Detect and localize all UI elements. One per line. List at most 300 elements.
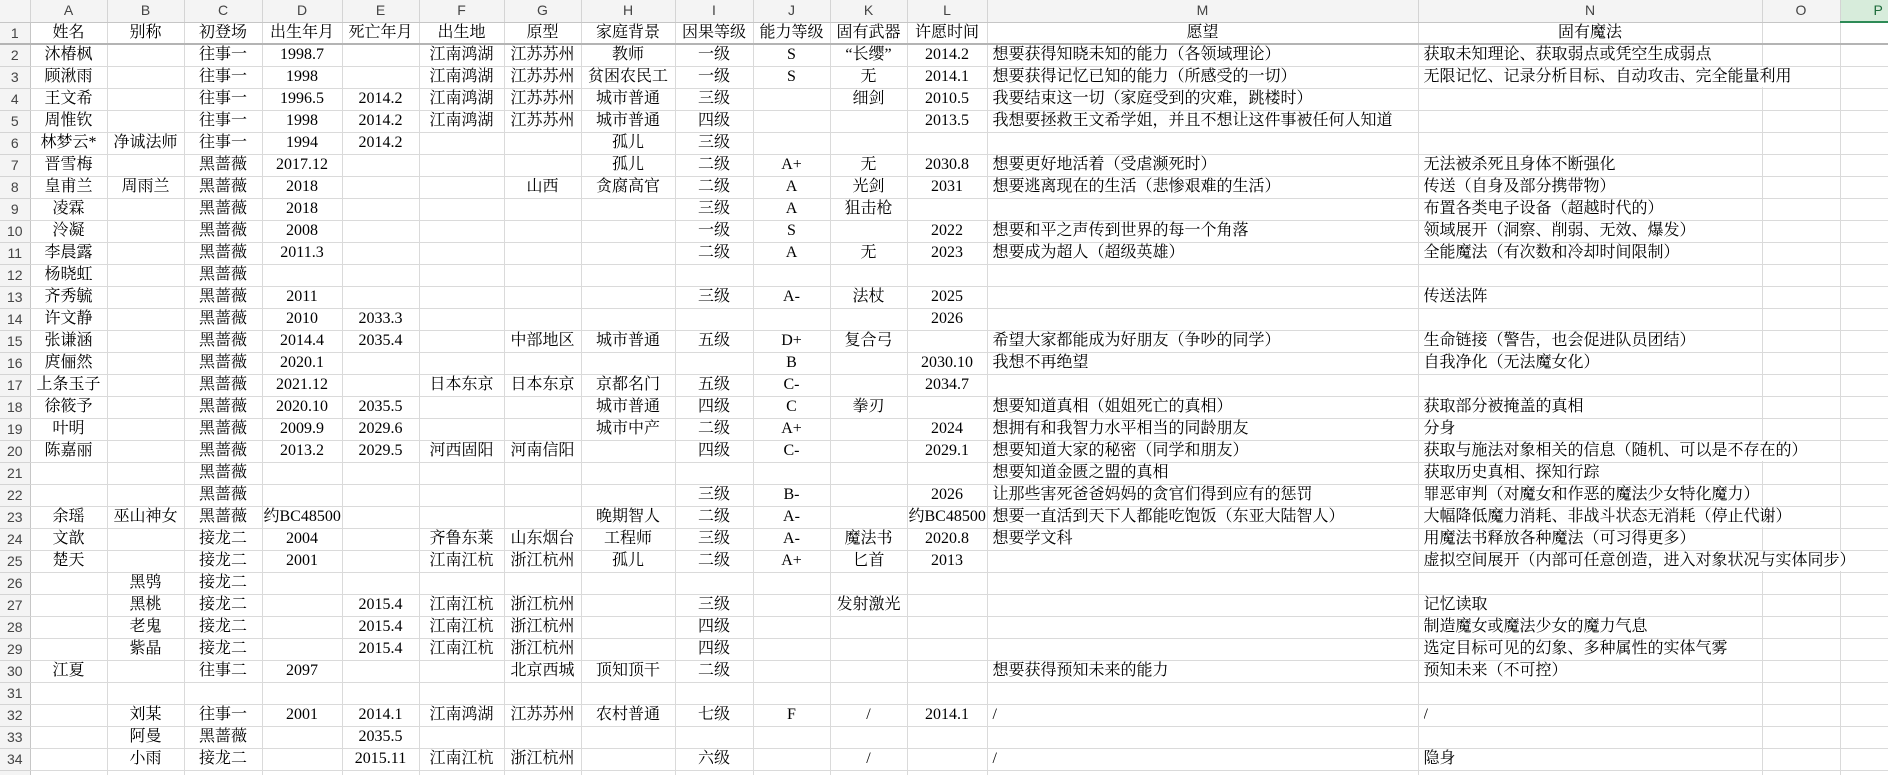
cell-J5[interactable] bbox=[753, 110, 830, 132]
cell-C10[interactable] bbox=[184, 220, 262, 242]
cell-P10[interactable] bbox=[1840, 220, 1888, 242]
cell-D29[interactable] bbox=[262, 638, 342, 660]
cell-P21[interactable] bbox=[1840, 462, 1888, 484]
cell-L30[interactable] bbox=[907, 660, 987, 682]
cell-H9[interactable] bbox=[581, 198, 675, 220]
cell-K16[interactable] bbox=[830, 352, 907, 374]
cell-E8[interactable] bbox=[342, 176, 419, 198]
cell-J3[interactable] bbox=[753, 66, 830, 88]
cell-L1[interactable] bbox=[907, 22, 987, 44]
cell-D24[interactable] bbox=[262, 528, 342, 550]
cell-C3[interactable] bbox=[184, 66, 262, 88]
cell-E31[interactable] bbox=[342, 682, 419, 704]
cell-G33[interactable] bbox=[504, 726, 581, 748]
cell-H-partial[interactable] bbox=[581, 770, 675, 775]
cell-K25[interactable] bbox=[830, 550, 907, 572]
cell-O32[interactable] bbox=[1762, 704, 1840, 726]
cell-N18[interactable] bbox=[1418, 396, 1762, 418]
cell-P30[interactable] bbox=[1840, 660, 1888, 682]
cell-B28[interactable] bbox=[107, 616, 184, 638]
cell-P28[interactable] bbox=[1840, 616, 1888, 638]
cell-D2[interactable] bbox=[262, 44, 342, 66]
cell-L28[interactable] bbox=[907, 616, 987, 638]
cell-H16[interactable] bbox=[581, 352, 675, 374]
cell-L10[interactable] bbox=[907, 220, 987, 242]
cell-N3[interactable] bbox=[1418, 66, 1792, 88]
cell-K33[interactable] bbox=[830, 726, 907, 748]
cell-O21[interactable] bbox=[1762, 462, 1840, 484]
cell-P3[interactable] bbox=[1840, 66, 1888, 88]
cell-E24[interactable] bbox=[342, 528, 419, 550]
cell-F8[interactable] bbox=[419, 176, 504, 198]
cell-I33[interactable] bbox=[675, 726, 753, 748]
cell-L18[interactable] bbox=[907, 396, 987, 418]
cell-G27[interactable] bbox=[504, 594, 581, 616]
cell-D28[interactable] bbox=[262, 616, 342, 638]
cell-J9[interactable] bbox=[753, 198, 830, 220]
cell-J12[interactable] bbox=[753, 264, 830, 286]
cell-K7[interactable] bbox=[830, 154, 907, 176]
cell-N12[interactable] bbox=[1418, 264, 1762, 286]
cell-I20[interactable] bbox=[675, 440, 753, 462]
cell-J22[interactable] bbox=[753, 484, 830, 506]
cell-M24[interactable] bbox=[987, 528, 1418, 550]
cell-I18[interactable] bbox=[675, 396, 753, 418]
cell-F19[interactable] bbox=[419, 418, 504, 440]
cell-F24[interactable] bbox=[419, 528, 504, 550]
cell-E3[interactable] bbox=[342, 66, 419, 88]
cell-C8[interactable] bbox=[184, 176, 262, 198]
cell-I11[interactable] bbox=[675, 242, 753, 264]
cell-B16[interactable] bbox=[107, 352, 184, 374]
cell-E29[interactable] bbox=[342, 638, 419, 660]
cell-A19[interactable] bbox=[30, 418, 107, 440]
cell-D6[interactable] bbox=[262, 132, 342, 154]
cell-F31[interactable] bbox=[419, 682, 504, 704]
cell-L17[interactable] bbox=[907, 374, 987, 396]
cell-I13[interactable] bbox=[675, 286, 753, 308]
cell-F26[interactable] bbox=[419, 572, 504, 594]
cell-M4[interactable] bbox=[987, 88, 1418, 110]
cell-L4[interactable] bbox=[907, 88, 987, 110]
cell-P16[interactable] bbox=[1840, 352, 1888, 374]
cell-M19[interactable] bbox=[987, 418, 1418, 440]
row-header-23[interactable]: 23 bbox=[0, 506, 30, 528]
cell-G24[interactable] bbox=[504, 528, 581, 550]
cell-M16[interactable] bbox=[987, 352, 1418, 374]
cell-L27[interactable] bbox=[907, 594, 987, 616]
cell-B7[interactable] bbox=[107, 154, 184, 176]
cell-N17[interactable] bbox=[1418, 374, 1762, 396]
cell-N16[interactable] bbox=[1418, 352, 1762, 374]
cell-G26[interactable] bbox=[504, 572, 581, 594]
cell-G9[interactable] bbox=[504, 198, 581, 220]
select-all-corner[interactable] bbox=[0, 0, 30, 22]
cell-B33[interactable] bbox=[107, 726, 184, 748]
cell-P17[interactable] bbox=[1840, 374, 1888, 396]
cell-D31[interactable] bbox=[262, 682, 342, 704]
cell-H34[interactable] bbox=[581, 748, 675, 770]
cell-L14[interactable] bbox=[907, 308, 987, 330]
cell-F21[interactable] bbox=[419, 462, 504, 484]
cell-E15[interactable] bbox=[342, 330, 419, 352]
row-header-15[interactable]: 15 bbox=[0, 330, 30, 352]
cell-A6[interactable] bbox=[30, 132, 107, 154]
cell-M22[interactable] bbox=[987, 484, 1418, 506]
cell-G15[interactable] bbox=[504, 330, 581, 352]
cell-O6[interactable] bbox=[1762, 132, 1840, 154]
cell-N21[interactable] bbox=[1418, 462, 1762, 484]
cell-B24[interactable] bbox=[107, 528, 184, 550]
cell-M14[interactable] bbox=[987, 308, 1418, 330]
cell-J16[interactable] bbox=[753, 352, 830, 374]
cell-N19[interactable] bbox=[1418, 418, 1762, 440]
cell-N30[interactable] bbox=[1418, 660, 1762, 682]
cell-B5[interactable] bbox=[107, 110, 184, 132]
cell-P18[interactable] bbox=[1840, 396, 1888, 418]
cell-M27[interactable] bbox=[987, 594, 1418, 616]
cell-P-partial[interactable] bbox=[1840, 770, 1888, 775]
cell-M26[interactable] bbox=[987, 572, 1418, 594]
cell-O22[interactable] bbox=[1762, 484, 1840, 506]
cell-P11[interactable] bbox=[1840, 242, 1888, 264]
cell-C2[interactable] bbox=[184, 44, 262, 66]
cell-J1[interactable] bbox=[753, 22, 830, 44]
cell-A23[interactable] bbox=[30, 506, 107, 528]
cell-J4[interactable] bbox=[753, 88, 830, 110]
cell-E30[interactable] bbox=[342, 660, 419, 682]
cell-L23[interactable] bbox=[907, 506, 987, 528]
cell-E6[interactable] bbox=[342, 132, 419, 154]
cell-E9[interactable] bbox=[342, 198, 419, 220]
cell-F9[interactable] bbox=[419, 198, 504, 220]
cell-A14[interactable] bbox=[30, 308, 107, 330]
row-header-5[interactable]: 5 bbox=[0, 110, 30, 132]
cell-M30[interactable] bbox=[987, 660, 1418, 682]
row-header-6[interactable]: 6 bbox=[0, 132, 30, 154]
cell-J27[interactable] bbox=[753, 594, 830, 616]
cell-A12[interactable] bbox=[30, 264, 107, 286]
cell-F3[interactable] bbox=[419, 66, 504, 88]
cell-N28[interactable] bbox=[1418, 616, 1762, 638]
cell-A-partial[interactable] bbox=[30, 770, 107, 775]
cell-N-partial[interactable] bbox=[1418, 770, 1762, 775]
cell-M32[interactable] bbox=[987, 704, 1418, 726]
cell-N11[interactable] bbox=[1418, 242, 1762, 264]
cell-I17[interactable] bbox=[675, 374, 753, 396]
cell-N7[interactable] bbox=[1418, 154, 1762, 176]
cell-B27[interactable] bbox=[107, 594, 184, 616]
cell-L21[interactable] bbox=[907, 462, 987, 484]
cell-O-partial[interactable] bbox=[1762, 770, 1840, 775]
cell-I23[interactable] bbox=[675, 506, 753, 528]
cell-E10[interactable] bbox=[342, 220, 419, 242]
cell-K11[interactable] bbox=[830, 242, 907, 264]
row-header-30[interactable]: 30 bbox=[0, 660, 30, 682]
cell-C20[interactable] bbox=[184, 440, 262, 462]
cell-N15[interactable] bbox=[1418, 330, 1762, 352]
cell-L25[interactable] bbox=[907, 550, 987, 572]
cell-M15[interactable] bbox=[987, 330, 1418, 352]
cell-H20[interactable] bbox=[581, 440, 675, 462]
cell-C25[interactable] bbox=[184, 550, 262, 572]
cell-I19[interactable] bbox=[675, 418, 753, 440]
cell-K9[interactable] bbox=[830, 198, 907, 220]
cell-G4[interactable] bbox=[504, 88, 581, 110]
cell-D13[interactable] bbox=[262, 286, 342, 308]
cell-H17[interactable] bbox=[581, 374, 675, 396]
cell-C-partial[interactable] bbox=[184, 770, 262, 775]
cell-N34[interactable] bbox=[1418, 748, 1762, 770]
cell-A5[interactable] bbox=[30, 110, 107, 132]
cell-E33[interactable] bbox=[342, 726, 419, 748]
cell-B19[interactable] bbox=[107, 418, 184, 440]
cell-L29[interactable] bbox=[907, 638, 987, 660]
cell-G31[interactable] bbox=[504, 682, 581, 704]
row-header-partial[interactable] bbox=[0, 770, 30, 775]
cell-H11[interactable] bbox=[581, 242, 675, 264]
cell-E2[interactable] bbox=[342, 44, 419, 66]
cell-K31[interactable] bbox=[830, 682, 907, 704]
cell-C1[interactable] bbox=[184, 22, 262, 44]
cell-B20[interactable] bbox=[107, 440, 184, 462]
cell-H12[interactable] bbox=[581, 264, 675, 286]
cell-A32[interactable] bbox=[30, 704, 107, 726]
cell-I14[interactable] bbox=[675, 308, 753, 330]
cell-H18[interactable] bbox=[581, 396, 675, 418]
cell-N25[interactable] bbox=[1418, 550, 1856, 572]
cell-J26[interactable] bbox=[753, 572, 830, 594]
cell-K19[interactable] bbox=[830, 418, 907, 440]
cell-B6[interactable] bbox=[107, 132, 184, 154]
cell-L7[interactable] bbox=[907, 154, 987, 176]
cell-C22[interactable] bbox=[184, 484, 262, 506]
row-header-22[interactable]: 22 bbox=[0, 484, 30, 506]
cell-N6[interactable] bbox=[1418, 132, 1762, 154]
cell-I2[interactable] bbox=[675, 44, 753, 66]
cell-J25[interactable] bbox=[753, 550, 830, 572]
cell-O28[interactable] bbox=[1762, 616, 1840, 638]
cell-E1[interactable] bbox=[342, 22, 419, 44]
cell-D18[interactable] bbox=[262, 396, 342, 418]
cell-I26[interactable] bbox=[675, 572, 753, 594]
column-header-F[interactable]: F bbox=[419, 0, 504, 22]
cell-M5[interactable] bbox=[987, 110, 1418, 132]
cell-D34[interactable] bbox=[262, 748, 342, 770]
cell-E14[interactable] bbox=[342, 308, 419, 330]
cell-H19[interactable] bbox=[581, 418, 675, 440]
row-header-29[interactable]: 29 bbox=[0, 638, 30, 660]
cell-D32[interactable] bbox=[262, 704, 342, 726]
cell-O26[interactable] bbox=[1762, 572, 1840, 594]
cell-B12[interactable] bbox=[107, 264, 184, 286]
cell-B1[interactable] bbox=[107, 22, 184, 44]
cell-M7[interactable] bbox=[987, 154, 1418, 176]
cell-D27[interactable] bbox=[262, 594, 342, 616]
cell-J30[interactable] bbox=[753, 660, 830, 682]
cell-L19[interactable] bbox=[907, 418, 987, 440]
cell-O1[interactable] bbox=[1762, 22, 1840, 44]
cell-I15[interactable] bbox=[675, 330, 753, 352]
row-header-31[interactable]: 31 bbox=[0, 682, 30, 704]
cell-K27[interactable] bbox=[830, 594, 907, 616]
cell-L12[interactable] bbox=[907, 264, 987, 286]
row-header-14[interactable]: 14 bbox=[0, 308, 30, 330]
cell-G11[interactable] bbox=[504, 242, 581, 264]
cell-G2[interactable] bbox=[504, 44, 581, 66]
cell-A7[interactable] bbox=[30, 154, 107, 176]
cell-D16[interactable] bbox=[262, 352, 342, 374]
cell-I8[interactable] bbox=[675, 176, 753, 198]
cell-K5[interactable] bbox=[830, 110, 907, 132]
cell-J2[interactable] bbox=[753, 44, 830, 66]
cell-M12[interactable] bbox=[987, 264, 1418, 286]
cell-G1[interactable] bbox=[504, 22, 581, 44]
cell-G23[interactable] bbox=[504, 506, 581, 528]
cell-K22[interactable] bbox=[830, 484, 907, 506]
cell-F11[interactable] bbox=[419, 242, 504, 264]
cell-N33[interactable] bbox=[1418, 726, 1762, 748]
cell-E5[interactable] bbox=[342, 110, 419, 132]
column-header-B[interactable]: B bbox=[107, 0, 184, 22]
cell-C6[interactable] bbox=[184, 132, 262, 154]
cell-B23[interactable] bbox=[107, 506, 184, 528]
cell-N8[interactable] bbox=[1418, 176, 1762, 198]
cell-C14[interactable] bbox=[184, 308, 262, 330]
cell-I31[interactable] bbox=[675, 682, 753, 704]
cell-G12[interactable] bbox=[504, 264, 581, 286]
cell-L32[interactable] bbox=[907, 704, 987, 726]
cell-E4[interactable] bbox=[342, 88, 419, 110]
cell-G29[interactable] bbox=[504, 638, 581, 660]
cell-D23[interactable] bbox=[262, 506, 342, 528]
cell-F27[interactable] bbox=[419, 594, 504, 616]
cell-O34[interactable] bbox=[1762, 748, 1840, 770]
cell-B34[interactable] bbox=[107, 748, 184, 770]
cell-P27[interactable] bbox=[1840, 594, 1888, 616]
cell-A31[interactable] bbox=[30, 682, 107, 704]
cell-B2[interactable] bbox=[107, 44, 184, 66]
cell-B10[interactable] bbox=[107, 220, 184, 242]
cell-L33[interactable] bbox=[907, 726, 987, 748]
cell-H8[interactable] bbox=[581, 176, 675, 198]
cell-F33[interactable] bbox=[419, 726, 504, 748]
cell-I7[interactable] bbox=[675, 154, 753, 176]
cell-G21[interactable] bbox=[504, 462, 581, 484]
cell-K12[interactable] bbox=[830, 264, 907, 286]
cell-B26[interactable] bbox=[107, 572, 184, 594]
cell-C4[interactable] bbox=[184, 88, 262, 110]
cell-A33[interactable] bbox=[30, 726, 107, 748]
cell-L6[interactable] bbox=[907, 132, 987, 154]
cell-O24[interactable] bbox=[1762, 528, 1840, 550]
cell-H5[interactable] bbox=[581, 110, 675, 132]
cell-H29[interactable] bbox=[581, 638, 675, 660]
cell-F15[interactable] bbox=[419, 330, 504, 352]
cell-F32[interactable] bbox=[419, 704, 504, 726]
row-header-11[interactable]: 11 bbox=[0, 242, 30, 264]
cell-F20[interactable] bbox=[419, 440, 504, 462]
cell-P20[interactable] bbox=[1840, 440, 1888, 462]
cell-G8[interactable] bbox=[504, 176, 581, 198]
cell-A18[interactable] bbox=[30, 396, 107, 418]
cell-P29[interactable] bbox=[1840, 638, 1888, 660]
cell-E23[interactable] bbox=[342, 506, 419, 528]
cell-M31[interactable] bbox=[987, 682, 1418, 704]
cell-C5[interactable] bbox=[184, 110, 262, 132]
cell-F6[interactable] bbox=[419, 132, 504, 154]
cell-I27[interactable] bbox=[675, 594, 753, 616]
row-header-33[interactable]: 33 bbox=[0, 726, 30, 748]
cell-C23[interactable] bbox=[184, 506, 262, 528]
cell-H32[interactable] bbox=[581, 704, 675, 726]
cell-G30[interactable] bbox=[504, 660, 581, 682]
cell-A1[interactable] bbox=[30, 22, 107, 44]
cell-C29[interactable] bbox=[184, 638, 262, 660]
row-header-1[interactable]: 1 bbox=[0, 22, 30, 44]
cell-N23[interactable] bbox=[1418, 506, 1792, 528]
cell-A4[interactable] bbox=[30, 88, 107, 110]
cell-D7[interactable] bbox=[262, 154, 342, 176]
cell-D17[interactable] bbox=[262, 374, 342, 396]
cell-L26[interactable] bbox=[907, 572, 987, 594]
cell-J14[interactable] bbox=[753, 308, 830, 330]
cell-N5[interactable] bbox=[1418, 110, 1762, 132]
cell-E32[interactable] bbox=[342, 704, 419, 726]
row-header-9[interactable]: 9 bbox=[0, 198, 30, 220]
cell-O7[interactable] bbox=[1762, 154, 1840, 176]
cell-A21[interactable] bbox=[30, 462, 107, 484]
cell-J13[interactable] bbox=[753, 286, 830, 308]
cell-N29[interactable] bbox=[1418, 638, 1762, 660]
cell-M10[interactable] bbox=[987, 220, 1418, 242]
cell-F16[interactable] bbox=[419, 352, 504, 374]
cell-C24[interactable] bbox=[184, 528, 262, 550]
cell-G6[interactable] bbox=[504, 132, 581, 154]
cell-F34[interactable] bbox=[419, 748, 504, 770]
cell-I28[interactable] bbox=[675, 616, 753, 638]
cell-D1[interactable] bbox=[262, 22, 342, 44]
row-header-10[interactable]: 10 bbox=[0, 220, 30, 242]
cell-E21[interactable] bbox=[342, 462, 419, 484]
cell-E28[interactable] bbox=[342, 616, 419, 638]
cell-A26[interactable] bbox=[30, 572, 107, 594]
cell-A34[interactable] bbox=[30, 748, 107, 770]
cell-J6[interactable] bbox=[753, 132, 830, 154]
cell-O11[interactable] bbox=[1762, 242, 1840, 264]
cell-A10[interactable] bbox=[30, 220, 107, 242]
cell-K8[interactable] bbox=[830, 176, 907, 198]
cell-D11[interactable] bbox=[262, 242, 342, 264]
cell-K30[interactable] bbox=[830, 660, 907, 682]
cell-C16[interactable] bbox=[184, 352, 262, 374]
cell-H25[interactable] bbox=[581, 550, 675, 572]
cell-K32[interactable] bbox=[830, 704, 907, 726]
cell-H15[interactable] bbox=[581, 330, 675, 352]
cell-E20[interactable] bbox=[342, 440, 419, 462]
cell-J10[interactable] bbox=[753, 220, 830, 242]
cell-M2[interactable] bbox=[987, 44, 1418, 66]
cell-M9[interactable] bbox=[987, 198, 1418, 220]
cell-I25[interactable] bbox=[675, 550, 753, 572]
cell-J20[interactable] bbox=[753, 440, 830, 462]
cell-K15[interactable] bbox=[830, 330, 907, 352]
cell-B14[interactable] bbox=[107, 308, 184, 330]
cell-J24[interactable] bbox=[753, 528, 830, 550]
cell-I32[interactable] bbox=[675, 704, 753, 726]
cell-E16[interactable] bbox=[342, 352, 419, 374]
cell-H7[interactable] bbox=[581, 154, 675, 176]
